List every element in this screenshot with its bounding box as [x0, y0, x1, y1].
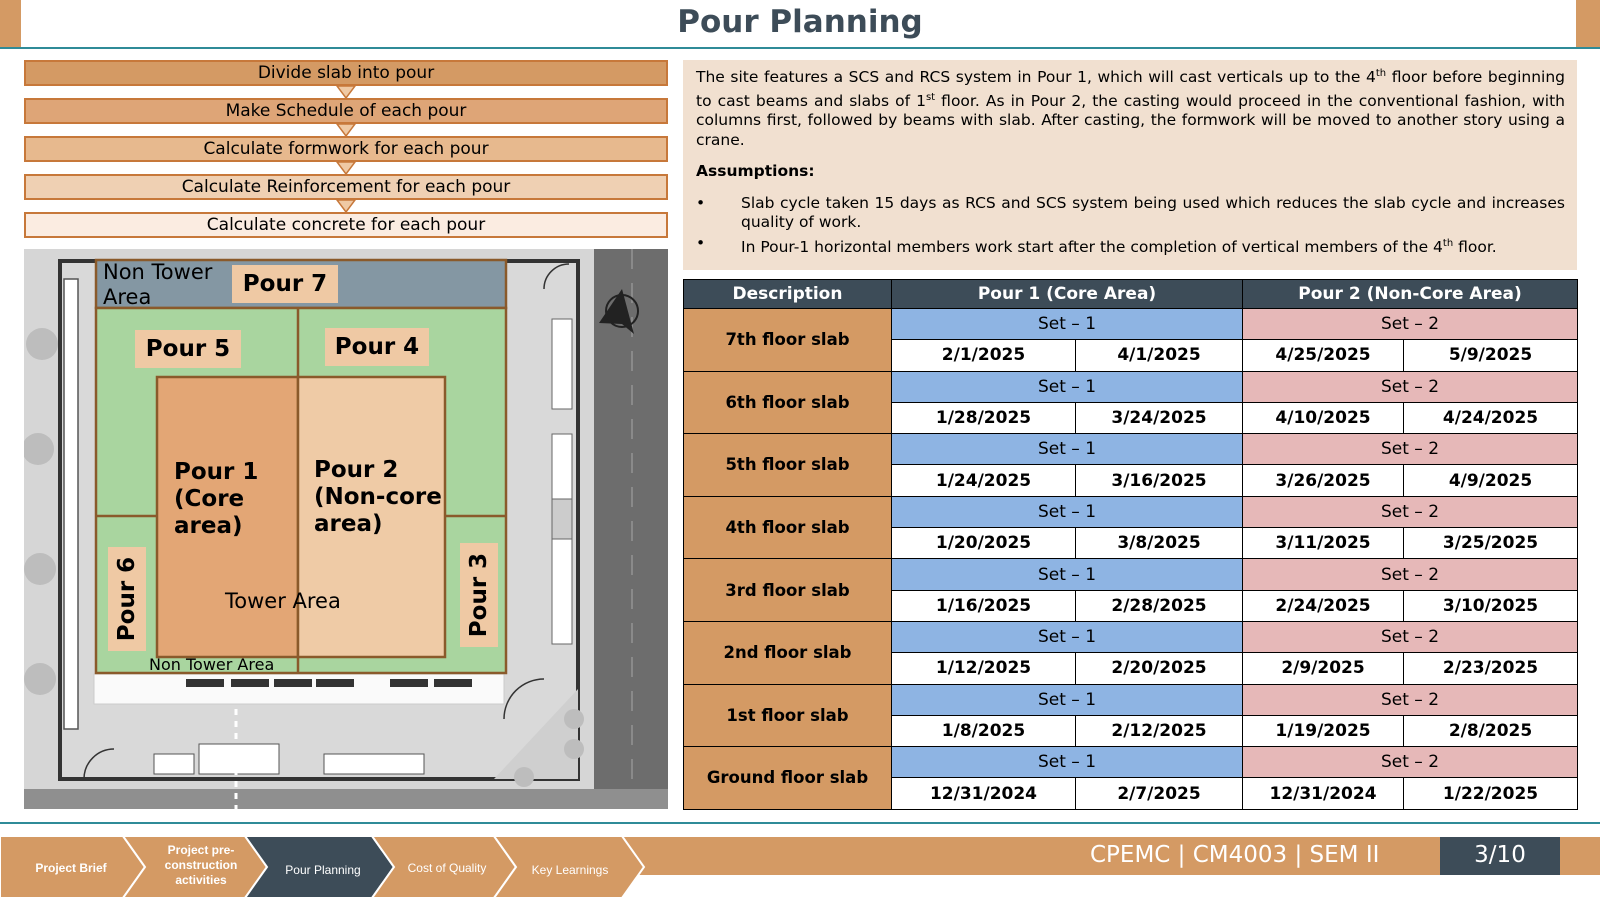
down-arrow-icon — [335, 162, 357, 176]
nav-label-project-brief: Project Brief — [35, 861, 107, 875]
non-tower-area-bottom-label: Non Tower Area — [149, 655, 275, 674]
floor-description: 4th floor slab — [684, 496, 892, 559]
pour4-label: Pour 4 — [325, 328, 429, 366]
table-row-sets — [684, 496, 1578, 527]
table-row-sets — [684, 559, 1578, 590]
nav-label-pre-construction-2: construction — [164, 858, 238, 872]
pour5-label: Pour 5 — [135, 330, 241, 368]
pour2-end-date: 1/22/2025 — [1404, 778, 1578, 809]
pour2-end-date: 2/23/2025 — [1404, 653, 1578, 684]
pour2-start-date: 2/24/2025 — [1243, 590, 1404, 621]
down-arrow-icon — [335, 200, 357, 214]
set1-label: Set – 1 — [892, 496, 1243, 527]
pour6-text: Pour 6 — [114, 556, 141, 642]
pour2-end-date: 3/10/2025 — [1404, 590, 1578, 621]
page-title: Pour Planning — [677, 4, 923, 40]
table-row-sets — [684, 309, 1578, 340]
pour1-end-date: 2/28/2025 — [1076, 590, 1243, 621]
pour2-start-date: 1/19/2025 — [1243, 715, 1404, 746]
floor-description: 6th floor slab — [684, 371, 892, 434]
pour2-start-date: 12/31/2024 — [1243, 778, 1404, 809]
floor-description: 5th floor slab — [684, 434, 892, 497]
set1-label: Set – 1 — [892, 684, 1243, 715]
assumptions-list — [696, 194, 1565, 258]
pour1-end-date: 4/1/2025 — [1076, 340, 1243, 371]
header-divider — [0, 47, 1600, 49]
step-calc-reinforcement: Calculate Reinforcement for each pour — [24, 174, 668, 200]
table-row-sets — [684, 747, 1578, 778]
footer-nav — [0, 836, 660, 900]
nav-label-pour-planning: Pour Planning — [285, 863, 361, 877]
set1-label: Set – 1 — [892, 559, 1243, 590]
site-plan — [24, 249, 668, 809]
pour1-start-date: 1/8/2025 — [892, 715, 1076, 746]
footer-divider — [0, 822, 1600, 824]
pour3-text: Pour 3 — [466, 552, 493, 638]
nav-label-pre-construction-3: activities — [175, 873, 227, 887]
pour6-label — [108, 547, 146, 651]
nav-label-pre-construction-1: Project pre- — [167, 843, 235, 857]
pour1-end-date: 3/24/2025 — [1076, 402, 1243, 433]
set1-label: Set – 1 — [892, 371, 1243, 402]
pour1-end-date: 3/8/2025 — [1076, 528, 1243, 559]
col-header-pour2: Pour 2 (Non-Core Area) — [1243, 280, 1578, 309]
down-arrow-icon — [335, 124, 357, 138]
pour1-start-date: 1/16/2025 — [892, 590, 1076, 621]
floor-description: 1st floor slab — [684, 684, 892, 747]
set1-label: Set – 1 — [892, 434, 1243, 465]
tower-area-label: Tower Area — [225, 589, 341, 613]
col-header-pour1: Pour 1 (Core Area) — [892, 280, 1243, 309]
set2-label: Set – 2 — [1243, 559, 1578, 590]
pour1-start-date: 2/1/2025 — [892, 340, 1076, 371]
pour1-end-date: 2/7/2025 — [1076, 778, 1243, 809]
down-arrow-icon — [335, 86, 357, 100]
pour1-start-date: 12/31/2024 — [892, 778, 1076, 809]
course-code: CPEMC | CM4003 | SEM II — [1090, 842, 1380, 868]
pour2-end-date: 2/8/2025 — [1404, 715, 1578, 746]
pour1-start-date: 1/24/2025 — [892, 465, 1076, 496]
set2-label: Set – 2 — [1243, 371, 1578, 402]
pour1-label: Pour 1 (Core area) — [174, 459, 259, 539]
page-number: 3/10 — [1440, 837, 1560, 875]
nav-label-key-learnings: Key Learnings — [531, 863, 609, 877]
table-row-sets — [684, 621, 1578, 652]
assumptions-heading: Assumptions: — [696, 162, 815, 181]
set2-label: Set – 2 — [1243, 747, 1578, 778]
set2-label: Set – 2 — [1243, 434, 1578, 465]
step-make-schedule: Make Schedule of each pour — [24, 98, 668, 124]
pour2-start-date: 4/10/2025 — [1243, 402, 1404, 433]
pour2-end-date: 4/24/2025 — [1404, 402, 1578, 433]
floor-description: 7th floor slab — [684, 309, 892, 372]
set1-label: Set – 1 — [892, 621, 1243, 652]
pour2-start-date: 3/26/2025 — [1243, 465, 1404, 496]
info-paragraph: The site features a SCS and RCS system in Pour 1, which will cast verticals up to the 4th floor before beginning to cast beams and slabs of 1st floor. As in Pour 2, the casting would proceed in the conventional fashion, with columns first, followed by beams with slab. After casting, the formwork will be moved to another story using a crane. — [696, 68, 1566, 149]
set2-label: Set – 2 — [1243, 496, 1578, 527]
table-row-sets — [684, 684, 1578, 715]
floor-description: Ground floor slab — [684, 747, 892, 810]
col-header-description: Description — [684, 280, 892, 309]
pour2-start-date: 3/11/2025 — [1243, 528, 1404, 559]
nav-label-cost-of-quality: Cost of Quality — [407, 861, 487, 875]
table-header-row — [684, 280, 1578, 309]
set1-label: Set – 1 — [892, 747, 1243, 778]
pour1-start-date: 1/28/2025 — [892, 402, 1076, 433]
pour1-end-date: 2/20/2025 — [1076, 653, 1243, 684]
pour2-label: Pour 2 (Non-core area) — [314, 457, 442, 537]
pour2-end-date: 3/25/2025 — [1404, 528, 1578, 559]
pour7-label: Pour 7 — [232, 265, 338, 303]
pour1-end-date: 2/12/2025 — [1076, 715, 1243, 746]
info-panel — [683, 60, 1577, 270]
pour1-end-date: 3/16/2025 — [1076, 465, 1243, 496]
pour2-start-date: 2/9/2025 — [1243, 653, 1404, 684]
floor-description: 3rd floor slab — [684, 559, 892, 622]
step-calc-concrete: Calculate concrete for each pour — [24, 212, 668, 238]
pour-schedule-table — [683, 279, 1578, 810]
pour3-label — [460, 543, 498, 647]
non-tower-area-top-label: Non Tower Area — [103, 260, 213, 309]
assumption-item: • In Pour-1 horizontal members work start after the completion of vertical members of the 4th floor. — [696, 234, 1565, 258]
pour2-end-date: 4/9/2025 — [1404, 465, 1578, 496]
set2-label: Set – 2 — [1243, 309, 1578, 340]
pour1-start-date: 1/12/2025 — [892, 653, 1076, 684]
step-calc-formwork: Calculate formwork for each pour — [24, 136, 668, 162]
floor-description: 2nd floor slab — [684, 621, 892, 684]
set2-label: Set – 2 — [1243, 684, 1578, 715]
pour2-end-date: 5/9/2025 — [1404, 340, 1578, 371]
step-divide-slab: Divide slab into pour — [24, 60, 668, 86]
table-row-sets — [684, 371, 1578, 402]
set2-label: Set – 2 — [1243, 621, 1578, 652]
table-row-sets — [684, 434, 1578, 465]
pour2-start-date: 4/25/2025 — [1243, 340, 1404, 371]
pour1-start-date: 1/20/2025 — [892, 528, 1076, 559]
assumption-item: • Slab cycle taken 15 days as RCS and SCS system being used which reduces the slab cycle and increases quality of work. — [696, 194, 1565, 233]
set1-label: Set – 1 — [892, 309, 1243, 340]
